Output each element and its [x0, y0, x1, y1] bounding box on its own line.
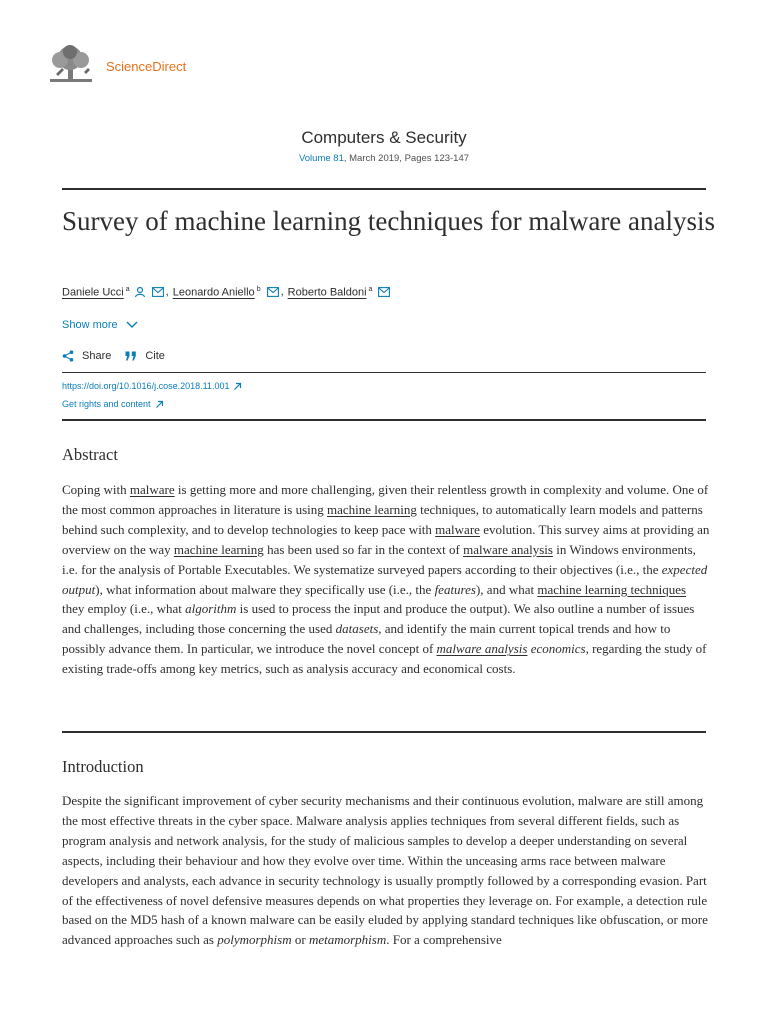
abstract-heading: Abstract [62, 445, 118, 464]
rights-link[interactable] [62, 399, 164, 409]
email-icon[interactable] [378, 287, 390, 297]
volume-link[interactable]: Volume 81 [298, 153, 344, 164]
external-link-icon [155, 400, 164, 409]
author-separator: , [280, 286, 284, 299]
article-actions [62, 350, 179, 362]
topic-link[interactable]: machine learning [173, 541, 264, 557]
person-icon[interactable] [134, 286, 146, 298]
doi-text: https://doi.org/10.1016/j.cose.2018.11.001 [62, 381, 230, 391]
topic-link[interactable]: malware [435, 521, 480, 537]
introduction-text: Despite the significant improvement of cyber security mechanisms and their continuous evolution, malware are still among the most effective threats in the cyber space. Malware analysis applies techniques from several different fields, such as program analysis and network analysis, for the study of malicious samples to develop a deeper understanding on several aspects, including their behaviour and how they evolve over time. Within the unceasing arms race between malware developers and analysts, each advance in security technology is usually promptly followed by a corresponding evasion. Part of the effectiveness of novel defensive measures depends on what properties they leverage on. For example, a detection rule based on the MD5 hash of a known malware can be easily eluded by applying standard techniques like obfuscation, or more advanced approaches such as polymorphism or metamorphism. For a comprehensive [62, 793, 708, 948]
share-icon [62, 350, 74, 362]
topic-link[interactable]: malware analysis [436, 641, 528, 657]
share-label: Share [82, 350, 112, 362]
journal-title[interactable]: Computers & Security [301, 128, 467, 147]
cite-button[interactable] [125, 350, 165, 362]
author-link[interactable]: Daniele Ucci $^a$ [62, 286, 130, 299]
introduction-divider [62, 731, 706, 733]
topic-link[interactable]: malware analysis [463, 541, 553, 557]
author-separator: , [165, 286, 169, 299]
volume-details: , March 2019, Pages 123-147 [343, 153, 470, 164]
show-more-button[interactable] [62, 319, 138, 331]
elsevier-tree-icon [48, 44, 94, 84]
rights-text: Get rights and content [62, 399, 151, 409]
author-link[interactable]: Roberto Baldoni $^a$ [287, 286, 373, 299]
author-list [62, 286, 390, 299]
show-more-label: Show more [62, 319, 118, 331]
article-title: Survey of machine learning techniques for malware analysis [62, 206, 716, 236]
share-button[interactable] [62, 350, 111, 362]
author-affiliation: a [368, 286, 373, 293]
topic-link[interactable]: malware [129, 482, 175, 497]
author-link[interactable]: Leonardo Aniello $^b$ [172, 286, 261, 299]
quote-icon [125, 351, 137, 361]
topic-link[interactable]: machine learning [327, 501, 417, 517]
doi-link[interactable] [62, 381, 242, 391]
introduction-heading: Introduction [62, 757, 144, 776]
abstract-divider [62, 419, 706, 421]
volume-line [0, 153, 768, 164]
chevron-down-icon [126, 321, 138, 329]
email-icon[interactable] [267, 287, 279, 297]
cite-label: Cite [145, 350, 165, 362]
external-link-icon [233, 382, 242, 391]
sciencedirect-logo[interactable] [48, 44, 186, 84]
logo-text: ScienceDirect [106, 58, 187, 74]
author-affiliation: a [125, 286, 130, 293]
abstract-text: Coping with malware is getting more and more challenging, given their relentless growth in complexity and volume. One of the most common approaches in literature is using machine learning techniques, to automatically learn models and patterns behind such complexity, and to develop technologies to keep pace with malware evolution. This survey aims at providing an overview on the way machine learning has been used so far in the context of malware analysis in Windows environments, i.e. for the analysis of Portable Executables. We systematize surveyed papers according to their objectives (i.e., the expected output), what information about malware they specifically use (i.e., the features), and what machine learning techniques they employ (i.e., what algorithm is used to process the input and produce the output). We also outline a number of issues and challenges, including those concerning the used datasets, and identify the main current topical trends and how to possibly advance them. In particular, we introduce the novel concept of malware analysis economics, regarding the study of existing trade-offs among key metrics, such as analysis accuracy and economical costs. [62, 482, 710, 677]
header-divider [62, 188, 706, 190]
topic-link[interactable]: machine learning techniques [537, 581, 687, 597]
email-icon[interactable] [152, 287, 164, 297]
author-affiliation: b [256, 286, 261, 293]
actions-divider [62, 372, 706, 373]
